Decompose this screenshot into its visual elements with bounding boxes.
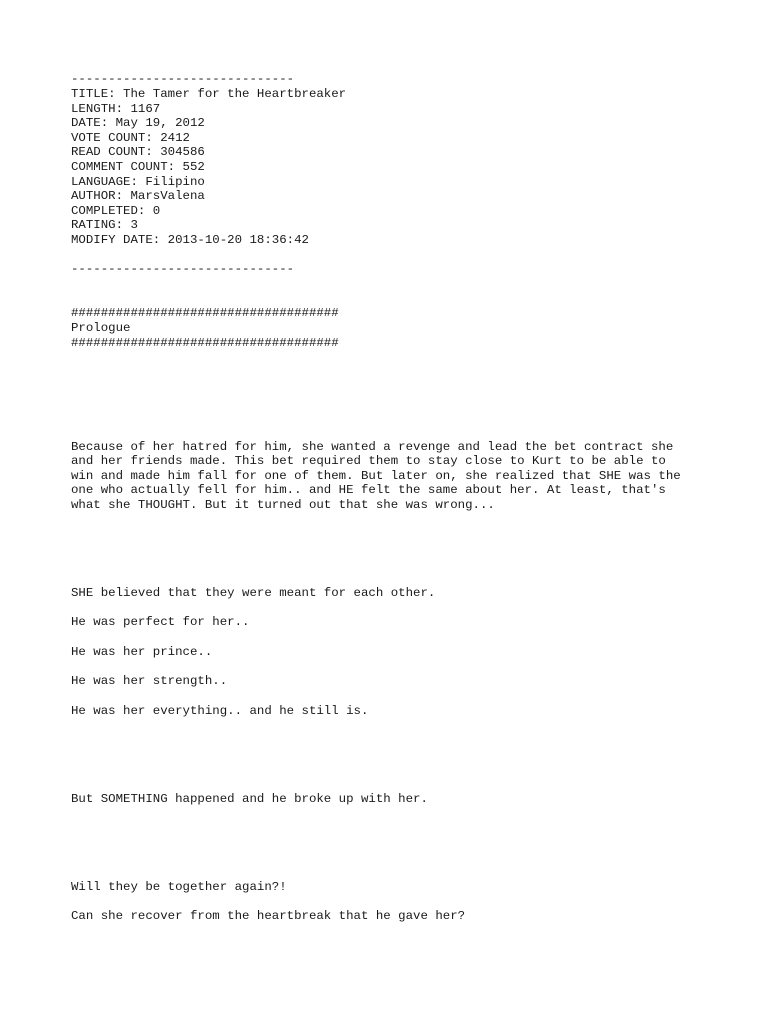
header-rule-top: ------------------------------ xyxy=(71,72,295,86)
meta-rating: RATING: 3 xyxy=(71,218,138,233)
header-rule-bottom: ------------------------------ xyxy=(71,262,295,276)
meta-completed: COMPLETED: 0 xyxy=(71,203,161,218)
meta-language: LANGUAGE: Filipino xyxy=(71,174,205,189)
paragraph: Will they be together again?! xyxy=(71,879,287,894)
paragraph: He was her everything.. and he still is. xyxy=(71,703,369,718)
paragraph: He was her strength.. xyxy=(71,674,228,688)
meta-modify-date: MODIFY DATE: 2013-10-20 18:36:42 xyxy=(71,233,309,247)
synopsis-line: and her friends made. This bet required them to stay close to Kurt to be able to xyxy=(71,454,666,469)
synopsis-line: one who actually fell for him.. and HE felt the same about her. At least, that's xyxy=(71,483,666,498)
chapter-hash-bottom: #################################### xyxy=(71,335,339,350)
synopsis-line: win and made him fall for one of them. But later on, she realized that SHE was the xyxy=(71,468,681,483)
paragraph: Can she recover from the heartbreak that he gave her? xyxy=(71,909,466,923)
synopsis-line: Because of her hatred for him, she wanted a revenge and lead the bet contract she xyxy=(71,439,674,454)
paragraph: He was perfect for her.. xyxy=(71,615,250,629)
meta-date: DATE: May 19, 2012 xyxy=(71,116,205,131)
chapter-hash-top: #################################### xyxy=(71,306,339,320)
meta-title: TITLE: The Tamer for the Heartbreaker xyxy=(71,87,347,101)
meta-vote-count: VOTE COUNT: 2412 xyxy=(71,130,190,145)
meta-read-count: READ COUNT: 304586 xyxy=(71,145,205,160)
meta-author: AUTHOR: MarsValena xyxy=(71,189,205,204)
chapter-title: Prologue xyxy=(71,321,131,335)
paragraph: He was her prince.. xyxy=(71,644,213,659)
meta-length: LENGTH: 1167 xyxy=(71,101,161,116)
paragraph: But SOMETHING happened and he broke up with her. xyxy=(71,791,428,806)
meta-comment-count: COMMENT COUNT: 552 xyxy=(71,160,205,174)
paragraph: SHE believed that they were meant for each other. xyxy=(71,585,436,600)
synopsis-line: what she THOUGHT. But it turned out that she was wrong... xyxy=(71,497,495,512)
